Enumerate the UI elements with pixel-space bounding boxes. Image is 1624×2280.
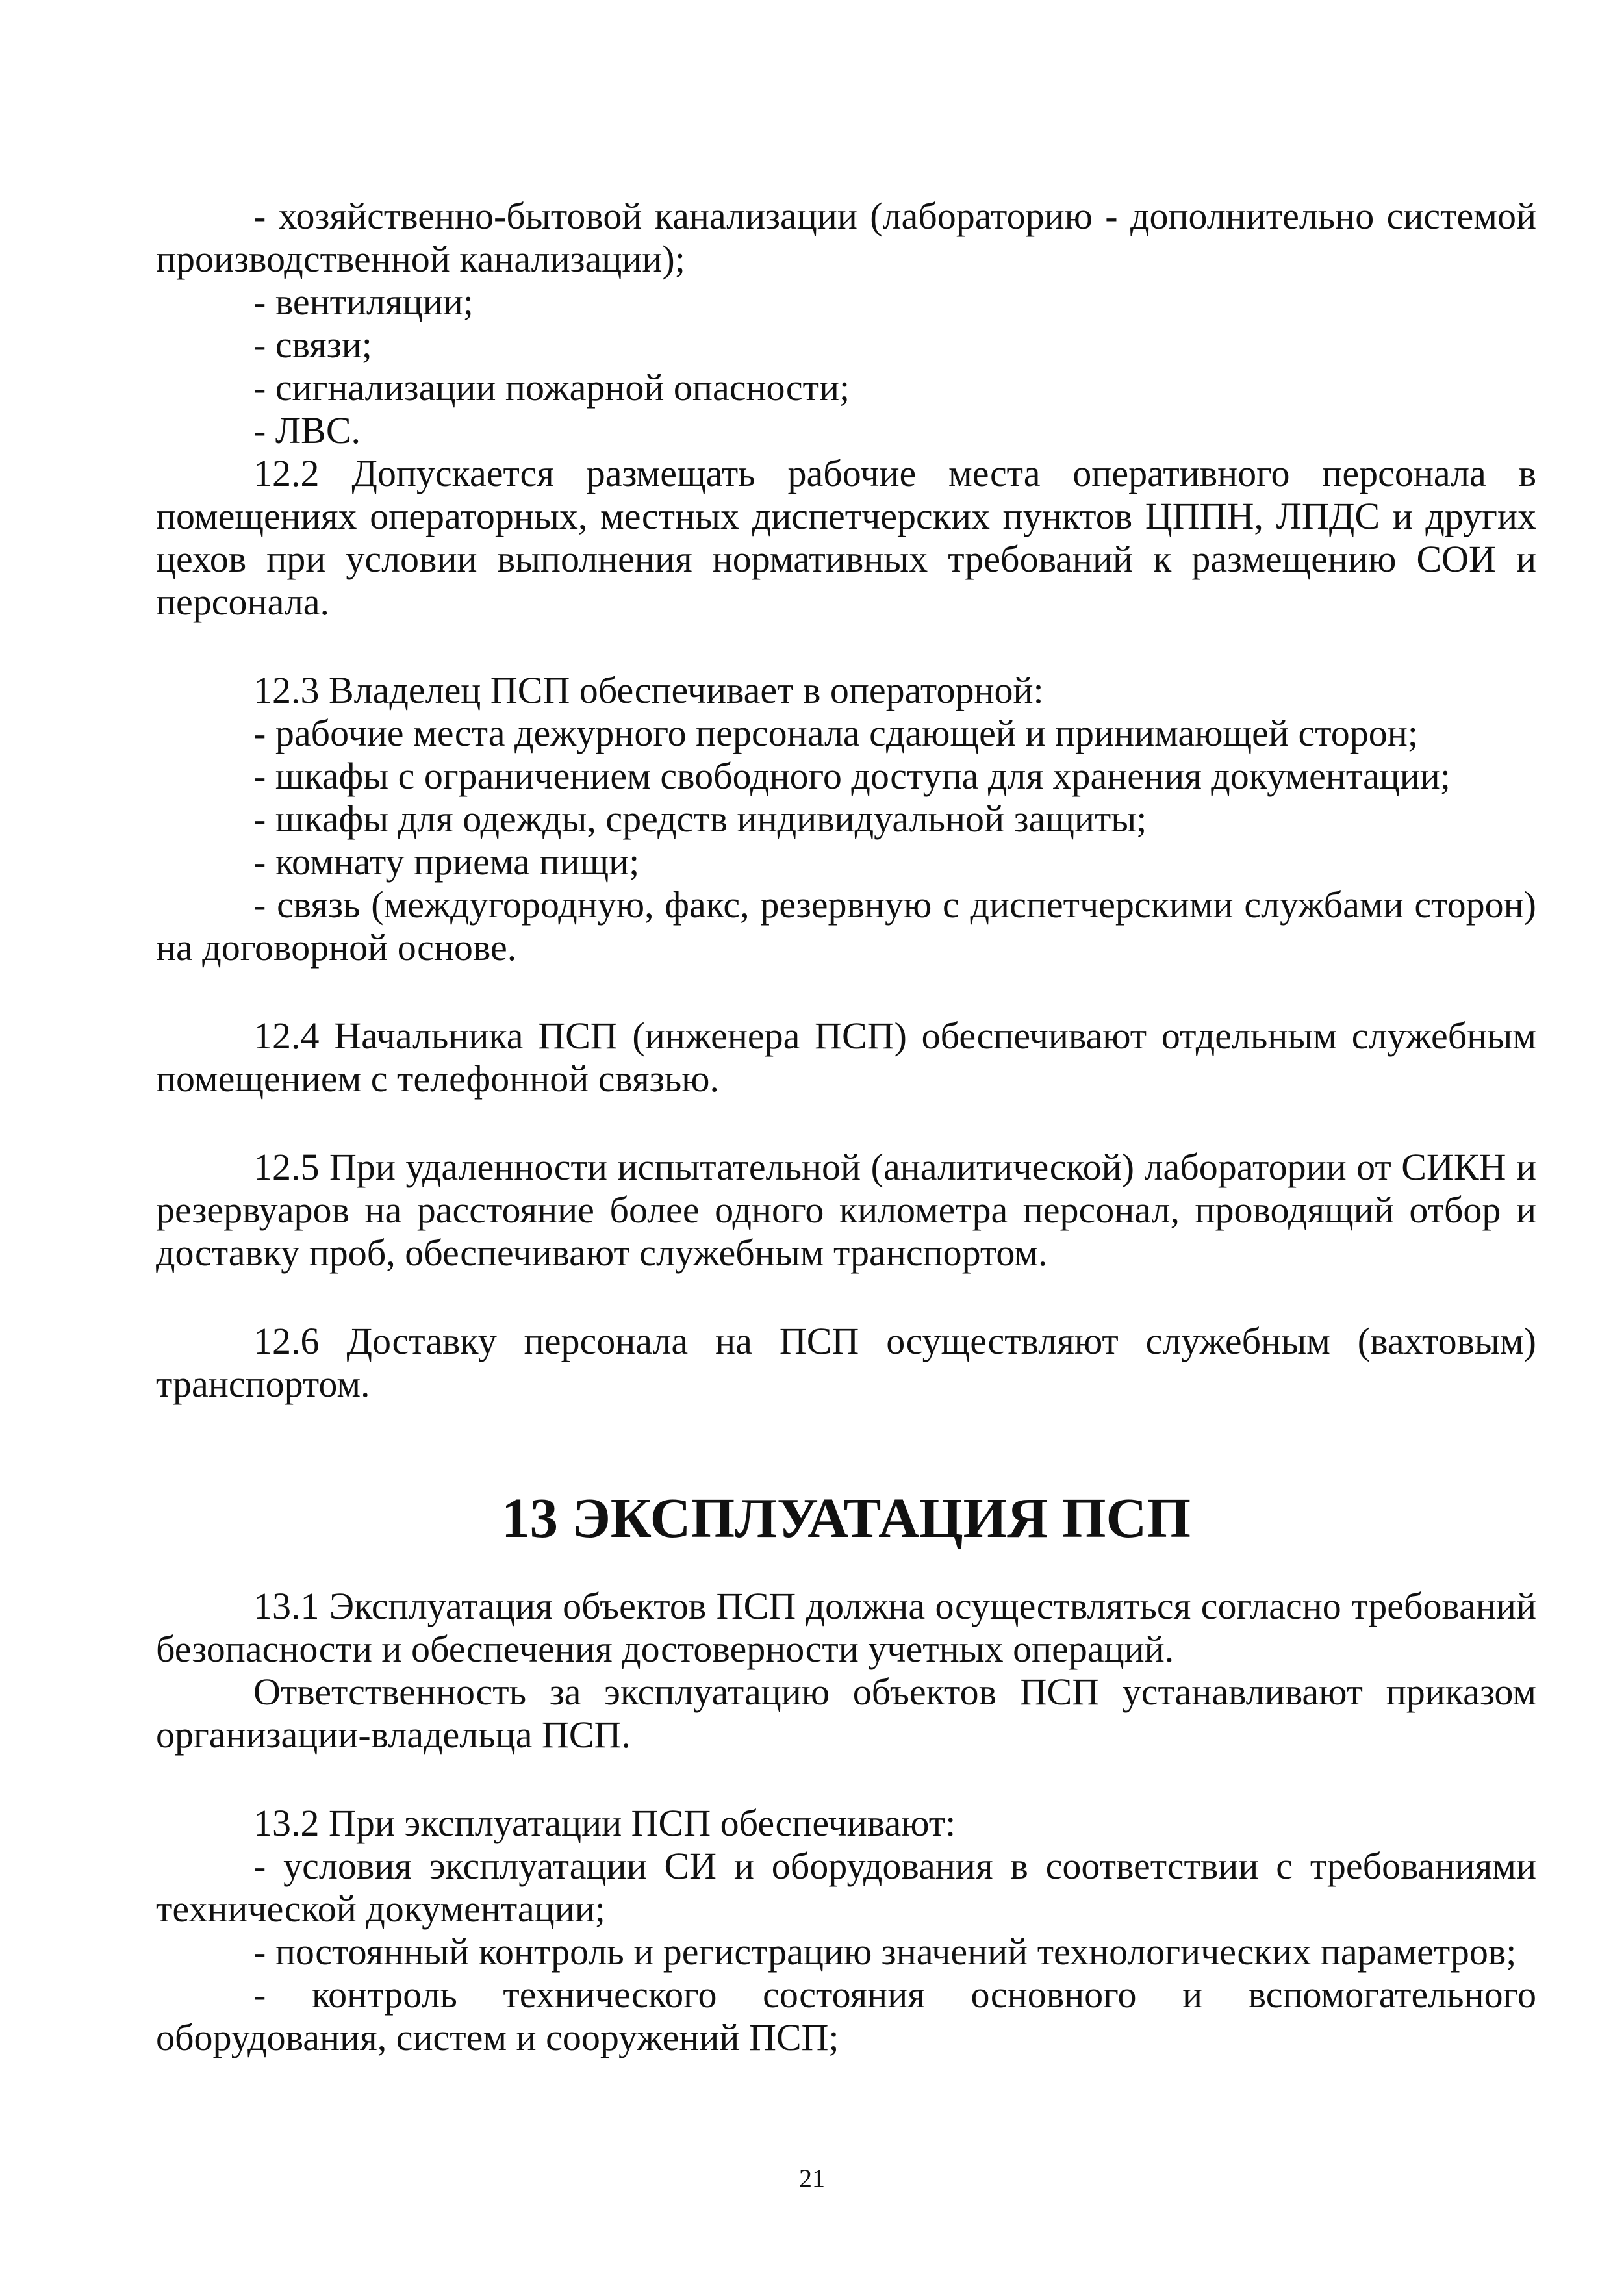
bullet-document-cabinets: - шкафы с ограничением свободного доступа для хранения документации; — [253, 755, 1451, 797]
paragraph-12-6: 12.6 Доставку персонала на ПСП осуществляют служебным (вахтовым) транспортом. — [156, 1320, 1536, 1405]
paragraph-12-5: 12.5 При удаленности испытательной (аналитической) лаборатории от СИКН и резервуаров на расстояние более одного километра персонал, проводящий отбор и доставку проб, обеспечивают служебным транспортом. — [156, 1146, 1536, 1274]
bullet-workplaces: - рабочие места дежурного персонала сдающей и принимающей сторон; — [253, 712, 1418, 754]
bullet-telecom: - связь (междугородную, факс, резервную с диспетчерскими службами сторон) на договорной основе. — [156, 883, 1536, 969]
paragraph-13-2: 13.2 При эксплуатации ПСП обеспечивают: — [253, 1802, 956, 1844]
bullet-clothing-cabinets: - шкафы для одежды, средств индивидуальной защиты; — [253, 798, 1147, 840]
paragraph-12-2: 12.2 Допускается размещать рабочие места оперативного персонала в помещениях операторных, местных диспетчерских пунктов ЦППН, ЛПДС и других цехов при условии выполнения нормативных требований к размещению СОИ и персонала. — [156, 452, 1536, 623]
paragraph-13-1-responsibility: Ответственность за эксплуатацию объектов ПСП устанавливают приказом организации-владельца ПСП. — [156, 1671, 1536, 1756]
paragraph-gap — [156, 1100, 1536, 1146]
paragraph-gap — [156, 1756, 1536, 1802]
paragraph-12-4: 12.4 Начальника ПСП (инженера ПСП) обеспечивают отдельным служебным помещением с телефонной связью. — [156, 1015, 1536, 1100]
paragraph-13-1: 13.1 Эксплуатация объектов ПСП должна осуществляться согласно требований безопасности и обеспечения достоверности учетных операций. — [156, 1585, 1536, 1670]
bullet-lan: - ЛВС. — [253, 409, 361, 451]
paragraph-gap — [156, 1406, 1536, 1451]
bullet-technical-state: - контроль технического состояния основного и вспомогательного оборудования, систем и сооружений ПСП; — [156, 1973, 1536, 2058]
paragraph-gap — [156, 624, 1536, 669]
section-13-heading: 13 ЭКСПЛУАТАЦИЯ ПСП — [501, 1486, 1191, 1549]
paragraph-gap — [156, 1274, 1536, 1320]
bullet-sewerage: - хозяйственно-бытовой канализации (лабораторию - дополнительно системой производственной канализации); — [156, 195, 1536, 280]
bullet-monitoring: - постоянный контроль и регистрацию значений технологических параметров; — [253, 1931, 1517, 1973]
bullet-fire-alarm: - сигнализации пожарной опасности; — [253, 366, 850, 409]
bullet-communication: - связи; — [253, 323, 372, 366]
paragraph-12-3: 12.3 Владелец ПСП обеспечивает в операторной: — [253, 669, 1044, 711]
paragraph-gap — [156, 969, 1536, 1015]
bullet-ventilation: - вентиляции; — [253, 281, 474, 323]
bullet-operating-conditions: - условия эксплуатации СИ и оборудования в соответствии с требованиями технической документации; — [156, 1845, 1536, 1930]
bullet-dining-room: - комнату приема пищи; — [253, 841, 640, 883]
document-page — [156, 195, 1536, 2059]
page-number: 21 — [799, 2164, 825, 2193]
